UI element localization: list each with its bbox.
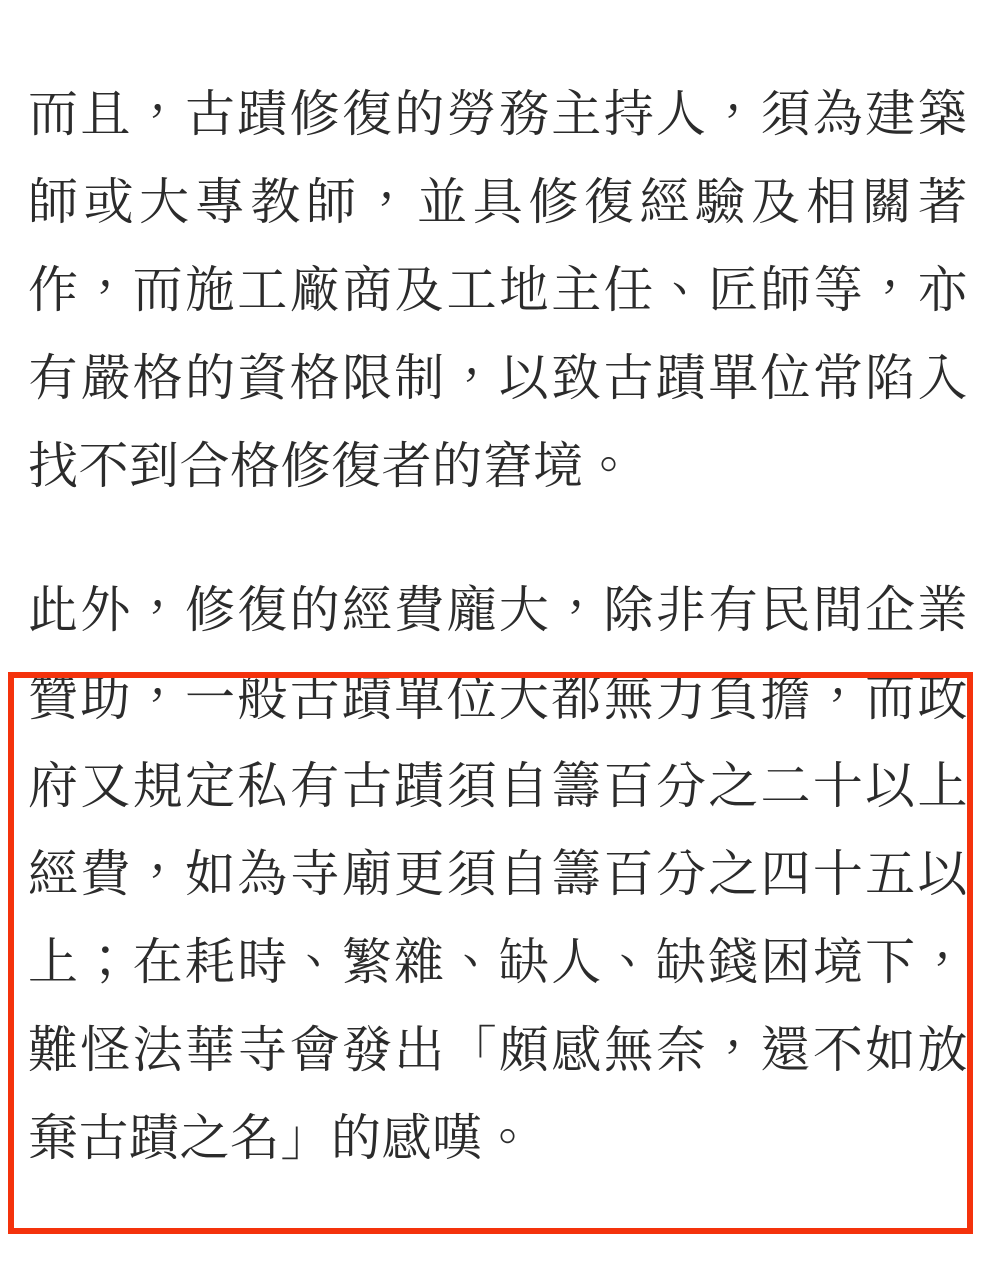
paragraph-2: 此外，修復的經費龐大，除非有民間企業贊助，一般古蹟單位大都無力負擔，而政府又規定私有古蹟須自籌百分之二十以上經費，如為寺廟更須自籌百分之四十五以上；在耗時、繁雜、缺人、缺錢困境下，難怪法華寺會發出「頗感無奈，還不如放棄古蹟之名」的感嘆。 bbox=[28, 581, 968, 1167]
document-body bbox=[28, 70, 968, 1182]
paragraph-1: 而且，古蹟修復的勞務主持人，須為建築師或大專教師，並具修復經驗及相關著作，而施工廠商及工地主任、匠師等，亦有嚴格的資格限制，以致古蹟單位常陷入找不到合格修復者的窘境。 bbox=[28, 85, 968, 495]
